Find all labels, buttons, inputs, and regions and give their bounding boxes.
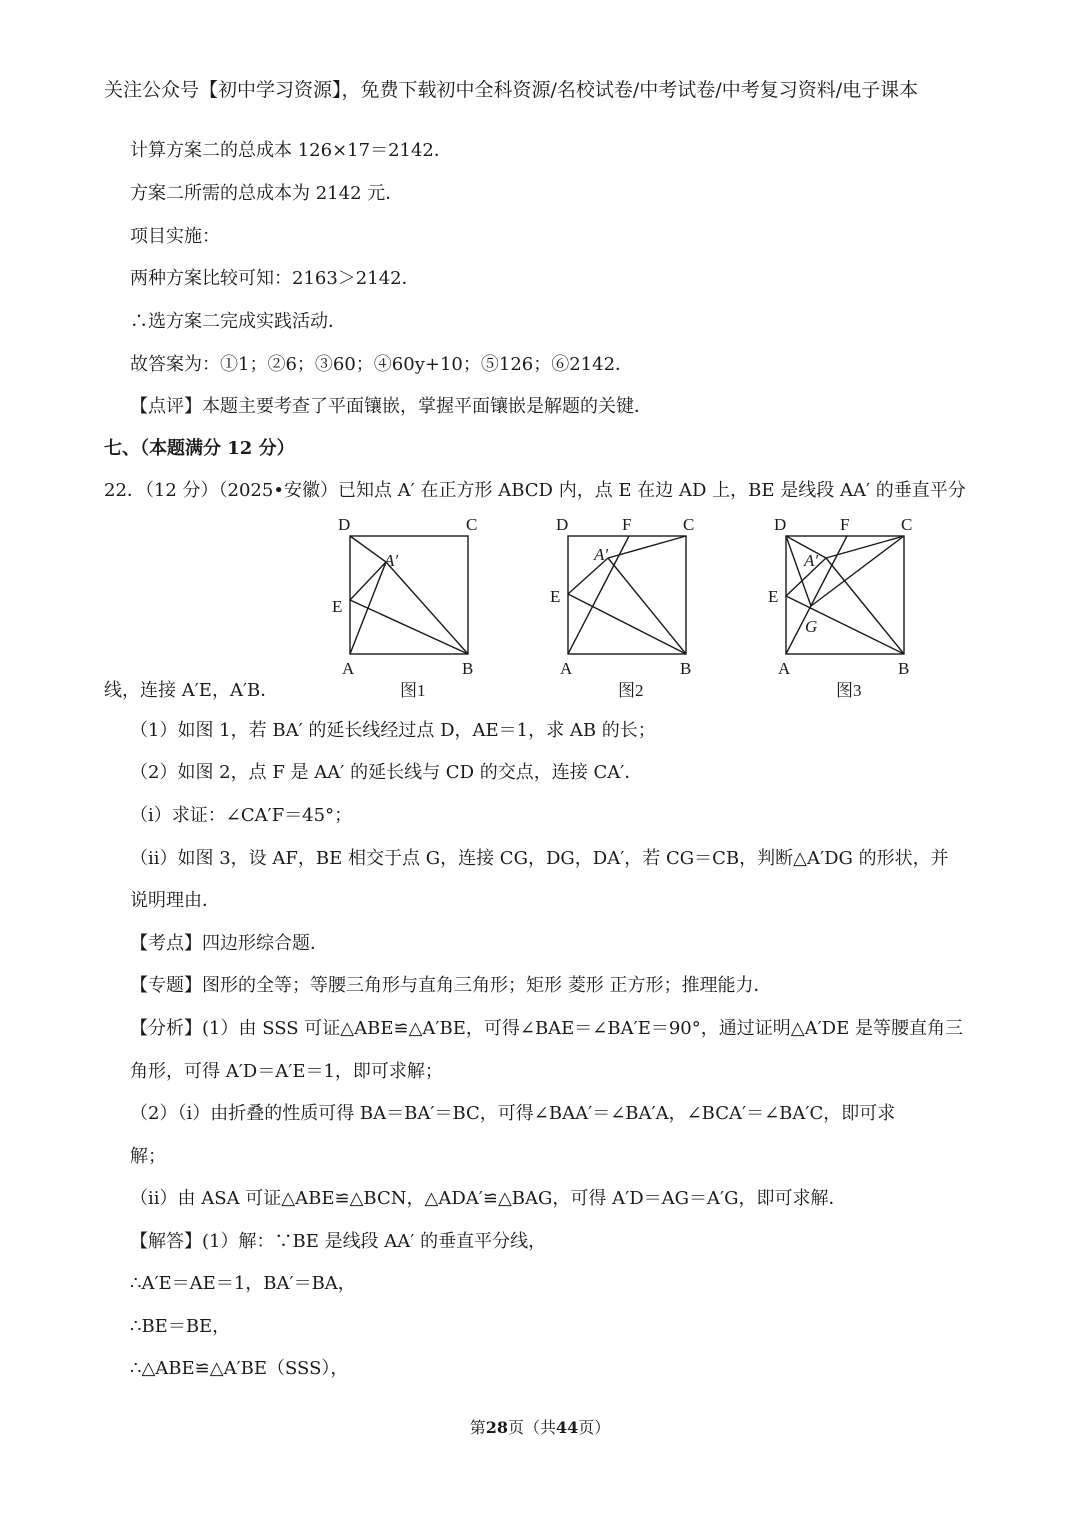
analysis-line: 角形，可得 A′D＝A′E＝1，即可求解； [130,1061,443,1082]
fig3-segment-DG [786,536,811,606]
comment-line: 【点评】本题主要考查了平面镶嵌，掌握平面镶嵌是解题的关键． [130,396,652,417]
footer-prefix: 第 [469,1418,486,1437]
fig3-segment-ApC [826,536,904,558]
fig2-label-F: F [622,515,632,534]
fig1-label-D: D [338,515,351,534]
solution-line: ∴A′E＝AE＝1，BA′＝BA， [130,1273,356,1294]
text-line: 两种方案比较可知：2163＞2142． [130,268,420,289]
solution-line: ∴△ABE≌△A′BE（SSS）， [130,1358,349,1379]
fig1-segment-ApB [386,562,468,654]
fig3-label-F: F [840,515,850,534]
fig1-label-E: E [332,597,343,616]
fig3-label-G: G [805,617,818,636]
fig2-segment-EB [568,594,686,654]
subquestion-2: （2）如图 2，点 F 是 AA′ 的延长线与 CD 的交点，连接 CA′． [130,762,643,783]
text-line: 项目实施： [130,226,220,247]
text-line: ∴选方案二完成实践活动． [130,311,346,332]
fig2-square [568,536,686,654]
footer-suffix: 页） [578,1418,611,1437]
fig3-label-D: D [774,515,787,534]
fig1-square [350,536,468,654]
fig3-label-B: B [898,659,910,678]
page-number: 28 [485,1418,508,1437]
fig2-caption: 图2 [618,681,644,700]
fig1-label-C: C [466,515,478,534]
text-line: 方案二所需的总成本为 2142 元． [130,183,404,204]
answer-line: 故答案为：①1；②6；③60；④60y+10；⑤126；⑥2142． [130,354,634,375]
fig2-label-Ap: A′ [594,545,609,564]
fig1-caption: 图1 [400,681,426,700]
fig3-segment-ApB [826,558,904,654]
fig3-segment-GC [811,536,904,606]
subquestion-2ii-cont: 说明理由． [130,890,220,911]
kaodian-line: 【考点】四边形综合题． [130,933,328,954]
solution-line: ∴BE＝BE， [130,1316,231,1337]
fig1-label-A: A [342,659,355,678]
fig2-label-C: C [683,515,695,534]
fig1-label-Ap: A′ [384,551,399,570]
fig3-label-Ap: A′ [804,551,819,570]
fig3-caption: 图3 [836,681,862,700]
figure-group [320,508,940,708]
analysis-line: 解； [130,1146,166,1167]
analysis-line: （ii）由 ASA 可证△ABE≌△BCN，△ADA′≌△BAG，可得 A′D＝AG＝A′G，即可求解． [130,1188,847,1209]
fig1-segment-EAp [350,562,386,600]
fig1-segment-EB [350,600,468,654]
analysis-line: （2）（i）由折叠的性质可得 BA＝BA′＝BC，可得∠BAA′＝∠BA′A，∠BCA′＝∠BA′C，即可求 [130,1103,896,1124]
fig1-segment-ApD [350,536,386,562]
fig3-label-E: E [768,587,779,606]
geometry-figures [320,508,940,708]
page-header: 关注公众号【初中学习资源】，免费下载初中全科资源/名校试卷/中考试卷/中考复习资料/电子课本 [104,79,919,101]
section-heading: 七、（本题满分 12 分） [104,438,295,459]
page-footer [0,1416,1080,1440]
total-pages: 44 [556,1418,579,1437]
fig2-label-D: D [556,515,569,534]
analysis-line: 【分析】(1）由 SSS 可证△ABE≌△A′BE，可得∠BAE＝∠BA′E＝90°，通过证明△A′DE 是等腰直角三 [130,1018,963,1039]
subquestion-2ii: （ii）如图 3，设 AF，BE 相交于点 G，连接 CG，DG，DA′，若 CG＝CB，判断△A′DG 的形状，并 [130,848,949,869]
fig2-segment-ApB [608,558,686,654]
fig3-label-A: A [778,659,791,678]
question-stem: 22．（12 分）（2025•安徽）已知点 A′ 在正方形 ABCD 内，点 E 在边 AD 上，BE 是线段 AA′ 的垂直平分 [104,480,966,501]
fig3-segment-EB [786,596,904,654]
subquestion-2i: （i）求证：∠CA′F＝45°； [130,805,353,826]
fig2-label-B: B [680,659,692,678]
fig2-label-E: E [550,587,561,606]
question-stem-continued: 线，连接 A′E，A′B． [104,680,279,701]
zhuanti-line: 【专题】图形的全等；等腰三角形与直角三角形；矩形 菱形 正方形；推理能力． [130,975,772,996]
fig2-label-A: A [560,659,573,678]
footer-mid: 页（共 [507,1418,556,1437]
fig1-label-B: B [462,659,474,678]
solution-line: 【解答】(1）解：∵BE 是线段 AA′ 的垂直平分线， [130,1231,547,1252]
text-line: 计算方案二的总成本 126×17＝2142． [130,140,452,161]
subquestion-1: （1）如图 1，若 BA′ 的延长线经过点 D，AE＝1，求 AB 的长； [130,720,656,741]
fig2-segment-ApC [608,536,686,558]
fig3-label-C: C [901,515,913,534]
